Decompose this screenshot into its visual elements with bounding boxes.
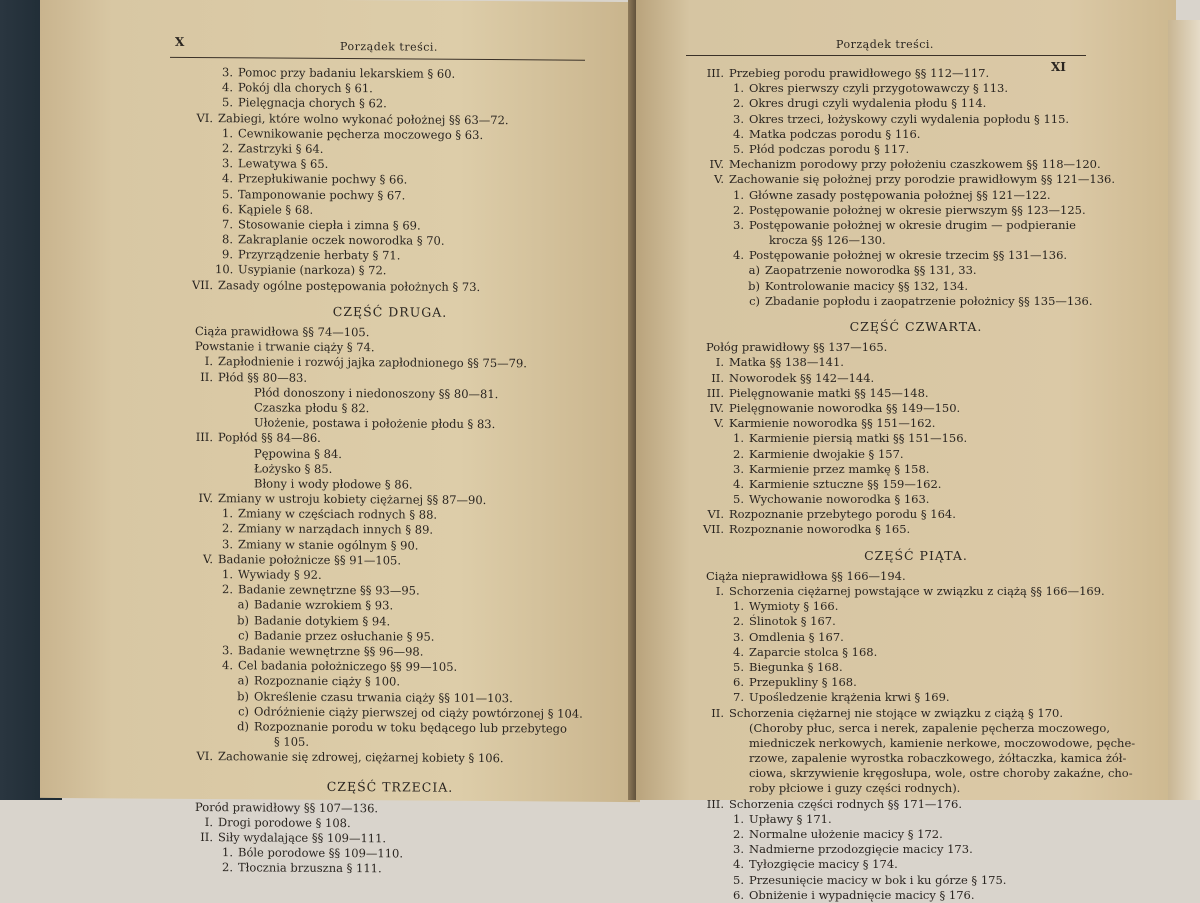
toc-entry — [666, 416, 1166, 431]
toc-entry — [666, 248, 1166, 263]
toc-entry-number: a) — [744, 263, 760, 278]
toc-entry-number: 1. — [726, 812, 744, 827]
toc-entry-text: Obniżenie i wypadnięcie macicy § 176. — [749, 888, 975, 902]
toc-entry-number: 2. — [726, 827, 744, 842]
toc-entry-text: Tamponowanie pochwy § 67. — [238, 187, 405, 202]
toc-entry-text: Badanie przez osłuchanie § 95. — [254, 628, 434, 643]
toc-entry-text: Karmienie sztuczne §§ 159—162. — [749, 477, 941, 491]
toc-entry-number: 7. — [215, 217, 233, 232]
left-page — [40, 0, 640, 802]
toc-entry-number: 1. — [215, 567, 233, 582]
toc-entry — [155, 860, 625, 878]
toc-entry-text: Przyrządzenie herbaty § 71. — [238, 248, 400, 263]
toc-entry-number: 2. — [726, 614, 744, 629]
toc-entry — [666, 386, 1166, 401]
toc-entry-text: Płód podczas porodu § 117. — [749, 142, 909, 156]
toc-entry-number: 3. — [215, 65, 233, 80]
toc-entry-text: Popłód §§ 84—86. — [218, 430, 321, 445]
toc-entry-text: Przesunięcie macicy w bok i ku górze § 175. — [749, 873, 1006, 887]
toc-entry-number: II. — [696, 371, 724, 386]
toc-entry-number: I. — [185, 815, 213, 830]
toc-entry-number: 5. — [215, 187, 233, 202]
toc-entry-text: Zmiany w częściach rodnych § 88. — [238, 507, 437, 522]
toc-section-continued — [666, 66, 1166, 309]
toc-entry-text: Karmienie noworodka §§ 151—162. — [729, 416, 935, 430]
toc-entry-text: Noworodek §§ 142—144. — [729, 371, 874, 385]
toc-entry-number: 4. — [726, 645, 744, 660]
header-rule — [170, 57, 585, 61]
toc-entry-number: 6. — [215, 202, 233, 217]
toc-right — [666, 66, 1166, 903]
toc-entry-number: a) — [233, 598, 249, 613]
toc-entry-text: Pępowina § 84. — [254, 446, 342, 461]
toc-entry-number: 3. — [726, 630, 744, 645]
toc-entry-number: I. — [185, 354, 213, 369]
toc-entry-text: Określenie czasu trwania ciąży §§ 101—103. — [254, 689, 513, 705]
header-rule — [686, 55, 1086, 56]
toc-entry — [666, 857, 1166, 872]
toc-entry-text: Lewatywa § 65. — [238, 156, 328, 171]
toc-entry-number: 2. — [215, 582, 233, 597]
toc-entry-text: Ciąża nieprawidłowa §§ 166—194. — [706, 569, 906, 583]
toc-entry-text: Zabiegi, które wolno wykonać położnej §§ 63—72. — [218, 111, 509, 127]
toc-entry-text: Schorzenia ciężarnej nie stojące w związku z ciążą § 170. — [729, 706, 1063, 720]
toc-section-part2 — [155, 324, 625, 768]
toc-entry-text: Cel badania położniczego §§ 99—105. — [238, 658, 457, 674]
toc-entry-text: Omdlenia § 167. — [749, 630, 844, 644]
toc-entry — [155, 369, 625, 387]
toc-entry-text: Upławy § 171. — [749, 812, 832, 826]
toc-entry-text: Badanie zewnętrzne §§ 93—95. — [238, 582, 420, 597]
toc-entry-number: IV. — [696, 401, 724, 416]
toc-entry-number: c) — [233, 628, 249, 643]
toc-entry-text: (Choroby płuc, serca i nerek, zapalenie pęcherza moczowego, — [749, 721, 1110, 735]
toc-entry-number: 1. — [726, 81, 744, 96]
toc-entry-text: Schorzenia ciężarnej powstające w związku z ciążą §§ 166—169. — [729, 584, 1105, 598]
toc-entry-text: miedniczek nerkowych, kamienie nerkowe, moczowodowe, pęche- — [749, 736, 1135, 750]
toc-entry-text: Błony i wody płodowe § 86. — [254, 476, 413, 491]
toc-entry-text: Zakraplanie oczek noworodka § 70. — [238, 232, 445, 247]
toc-entry-text: Upośledzenie krążenia krwi § 169. — [749, 690, 950, 704]
toc-entry — [666, 645, 1166, 660]
toc-entry-text: Nadmierne przodozgięcie macicy 173. — [749, 842, 973, 856]
toc-entry-number: 3. — [215, 643, 233, 658]
toc-entry — [666, 81, 1166, 96]
toc-entry-number: 5. — [215, 96, 233, 111]
toc-entry-text: Ułożenie, postawa i położenie płodu § 83. — [254, 416, 495, 432]
toc-entry-text: Zachowanie się położnej przy porodzie prawidłowym §§ 121—136. — [729, 172, 1115, 186]
toc-entry-text: Tłocznia brzuszna § 111. — [238, 861, 382, 876]
toc-entry-text: Matka podczas porodu § 116. — [749, 127, 920, 141]
toc-entry — [666, 263, 1166, 278]
toc-entry-number: III. — [185, 430, 213, 445]
toc-entry-number: 8. — [215, 232, 233, 247]
toc-entry — [666, 233, 1166, 248]
toc-entry-text: Zmiany w ustroju kobiety ciężarnej §§ 87—90. — [218, 491, 486, 507]
toc-entry-number: 3. — [726, 218, 744, 233]
toc-entry — [666, 294, 1166, 309]
toc-entry-number: b) — [744, 279, 760, 294]
toc-entry — [155, 749, 625, 767]
toc-entry-number: 5. — [726, 142, 744, 157]
toc-entry-number: 3. — [726, 462, 744, 477]
toc-entry-number: 4. — [215, 658, 233, 673]
toc-entry-text: Zachowanie się zdrowej, ciężarnej kobiety § 106. — [218, 749, 504, 765]
toc-entry — [666, 355, 1166, 370]
toc-entry-text: Cewnikowanie pęcherza moczowego § 63. — [238, 126, 483, 142]
toc-entry-text: Drogi porodowe § 108. — [218, 815, 351, 830]
toc-entry-number: d) — [233, 719, 249, 734]
toc-entry — [666, 447, 1166, 462]
toc-entry — [666, 340, 1166, 355]
toc-entry — [666, 660, 1166, 675]
toc-entry-text: Przepłukiwanie pochwy § 66. — [238, 172, 407, 187]
toc-entry-text: Biegunka § 168. — [749, 660, 843, 674]
toc-entry — [666, 599, 1166, 614]
toc-entry-text: Siły wydalające §§ 109—111. — [218, 830, 386, 845]
toc-entry — [666, 812, 1166, 827]
toc-entry-number: 2. — [726, 96, 744, 111]
toc-entry-text: Normalne ułożenie macicy § 172. — [749, 827, 943, 841]
toc-entry-number: V. — [696, 172, 724, 187]
toc-entry-number: VI. — [185, 749, 213, 764]
toc-entry — [666, 827, 1166, 842]
toc-entry — [666, 584, 1166, 599]
page-number: XI — [1051, 60, 1066, 74]
toc-entry — [666, 675, 1166, 690]
toc-entry — [666, 842, 1166, 857]
toc-entry-number: 1. — [726, 431, 744, 446]
toc-entry-number: 3. — [726, 842, 744, 857]
right-page — [636, 0, 1176, 800]
toc-entry-number: III. — [696, 797, 724, 812]
toc-entry-text: Zmiany w stanie ogólnym § 90. — [238, 537, 418, 552]
toc-entry-number: b) — [233, 689, 249, 704]
toc-entry — [666, 873, 1166, 888]
toc-entry-text: Przebieg porodu prawidłowego §§ 112—117. — [729, 66, 989, 80]
toc-entry-number: III. — [696, 66, 724, 81]
toc-entry-text: Pielęgnowanie noworodka §§ 149—150. — [729, 401, 960, 415]
toc-entry — [666, 477, 1166, 492]
toc-entry-number: 4. — [726, 127, 744, 142]
toc-entry-number: a) — [233, 674, 249, 689]
toc-entry-number: 2. — [215, 141, 233, 156]
toc-entry — [666, 614, 1166, 629]
toc-entry-text: Łożysko § 85. — [254, 461, 332, 476]
toc-entry — [666, 492, 1166, 507]
running-header: Porządek treści. — [836, 38, 934, 51]
toc-entry — [666, 751, 1166, 766]
toc-entry-number: c) — [233, 704, 249, 719]
toc-entry-text: Zaparcie stolca § 168. — [749, 645, 877, 659]
toc-entry-text: Pielęgnacja chorych § 62. — [238, 96, 387, 111]
toc-entry-number: 4. — [726, 857, 744, 872]
toc-entry-text: Powstanie i trwanie ciąży § 74. — [195, 339, 375, 354]
toc-entry-text: Główne zasady postępowania położnej §§ 121—122. — [749, 188, 1051, 202]
toc-entry — [666, 188, 1166, 203]
toc-entry-text: Zaopatrzenie noworodka §§ 131, 33. — [765, 263, 977, 277]
toc-entry-text: Płód §§ 80—83. — [218, 370, 307, 385]
toc-entry-text: Pomoc przy badaniu lekarskiem § 60. — [238, 65, 455, 81]
toc-entry-number: 5. — [726, 492, 744, 507]
toc-entry-text: Połóg prawidłowy §§ 137—165. — [706, 340, 887, 354]
toc-entry-number: 1. — [215, 126, 233, 141]
toc-entry-number: III. — [696, 386, 724, 401]
toc-entry-number: 2. — [215, 861, 233, 876]
toc-entry-number: 4. — [726, 248, 744, 263]
toc-entry-number: 2. — [726, 203, 744, 218]
toc-entry-number: V. — [185, 552, 213, 567]
toc-entry — [155, 582, 625, 600]
toc-entry-text: Badanie wzrokiem § 93. — [254, 598, 393, 613]
toc-entry-text: Tyłozgięcie macicy § 174. — [749, 857, 898, 871]
toc-entry — [666, 522, 1166, 537]
toc-entry — [666, 142, 1166, 157]
toc-entry-text: Czaszka płodu § 82. — [254, 400, 369, 415]
toc-left — [155, 65, 625, 879]
toc-entry-number: II. — [696, 706, 724, 721]
toc-entry-number: 5. — [726, 873, 744, 888]
toc-entry-text: Pielęgnowanie matki §§ 145—148. — [729, 386, 929, 400]
toc-entry-number: 4. — [215, 171, 233, 186]
toc-entry-number: V. — [696, 416, 724, 431]
toc-entry-text: Zasady ogólne postępowania położnych § 73. — [218, 278, 480, 294]
toc-entry-number: 6. — [726, 675, 744, 690]
toc-entry-number: 3. — [726, 112, 744, 127]
toc-entry-number: 1. — [726, 599, 744, 614]
toc-entry — [666, 371, 1166, 386]
toc-entry-text: Mechanizm porodowy przy położeniu czaszkowem §§ 118—120. — [729, 157, 1101, 171]
toc-entry-number: VI. — [185, 110, 213, 125]
toc-entry-number: 7. — [726, 690, 744, 705]
toc-entry-text: ciowa, skrzywienie kręgosłupa, wole, ostre choroby zakaźne, cho- — [749, 766, 1133, 780]
toc-entry-text: rzowe, zapalenie wyrostka robaczkowego, żółtaczka, kamica żół- — [749, 751, 1126, 765]
toc-entry-number: I. — [696, 355, 724, 370]
toc-entry — [666, 706, 1166, 721]
toc-entry — [155, 658, 625, 676]
toc-entry — [666, 569, 1166, 584]
toc-entry-text: Okres drugi czyli wydalenia płodu § 114. — [749, 96, 986, 110]
toc-entry — [666, 66, 1166, 81]
toc-entry-text: Karmienie piersią matki §§ 151—156. — [749, 431, 967, 445]
toc-entry-text: Przepukliny § 168. — [749, 675, 857, 689]
toc-entry-text: Schorzenia części rodnych §§ 171—176. — [729, 797, 962, 811]
toc-entry — [666, 203, 1166, 218]
toc-section-part3 — [155, 799, 625, 878]
toc-entry-number: 9. — [215, 247, 233, 262]
toc-entry-text: Ślinotok § 167. — [749, 614, 836, 628]
toc-entry — [666, 736, 1166, 751]
toc-entry-text: Rozpoznanie porodu w toku będącego lub przebytego — [254, 719, 567, 735]
toc-entry-number: I. — [696, 584, 724, 599]
toc-entry-text: Wychowanie noworodka § 163. — [749, 492, 929, 506]
toc-entry-number: c) — [744, 294, 760, 309]
toc-entry-text: Zastrzyki § 64. — [238, 141, 323, 156]
toc-entry — [666, 112, 1166, 127]
toc-entry-text: krocza §§ 126—130. — [749, 233, 886, 247]
toc-entry-number: II. — [185, 369, 213, 384]
toc-entry-number: VI. — [696, 507, 724, 522]
toc-entry-number: VII. — [696, 522, 724, 537]
toc-entry-text: Postępowanie położnej w okresie pierwszym §§ 123—125. — [749, 203, 1086, 217]
toc-entry-text: Wymioty § 166. — [749, 599, 838, 613]
toc-entry-text: Zmiany w narządach innych § 89. — [238, 522, 433, 537]
toc-entry-text: Rozpoznanie ciąży § 100. — [254, 674, 400, 689]
toc-entry — [666, 888, 1166, 903]
toc-entry — [666, 279, 1166, 294]
toc-section-part4 — [666, 340, 1166, 537]
toc-entry-text: Postępowanie położnej w okresie drugim — podpieranie — [749, 218, 1076, 232]
toc-entry-number: 1. — [215, 845, 233, 860]
toc-entry-number: b) — [233, 613, 249, 628]
toc-entry — [666, 721, 1166, 736]
toc-entry — [666, 401, 1166, 416]
toc-entry-text: Rozpoznanie noworodka § 165. — [729, 522, 910, 536]
toc-entry — [666, 157, 1166, 172]
toc-entry-text: Odróżnienie ciąży pierwszej od ciąży powtórzonej § 104. — [254, 704, 583, 720]
toc-entry — [666, 431, 1166, 446]
toc-entry-number: 6. — [726, 888, 744, 903]
page-number: X — [175, 35, 184, 49]
toc-entry-text: Karmienie dwojakie § 157. — [749, 447, 904, 461]
toc-entry-text: Matka §§ 138—141. — [729, 355, 844, 369]
toc-entry — [155, 277, 625, 295]
toc-entry — [666, 630, 1166, 645]
part-heading: CZĘŚĆ PIĄTA. — [666, 548, 1166, 563]
part-heading: CZĘŚĆ DRUGA. — [155, 303, 625, 321]
toc-entry-text: roby płciowe i guzy części rodnych). — [749, 781, 960, 795]
toc-entry-text: Zapłodnienie i rozwój jajka zapłodnionego §§ 75—79. — [218, 355, 527, 371]
toc-entry-number: 1. — [215, 506, 233, 521]
toc-entry-text: § 105. — [254, 734, 309, 748]
toc-entry-number: 3. — [215, 537, 233, 552]
toc-entry-number: 4. — [215, 80, 233, 95]
toc-entry — [155, 430, 625, 448]
toc-entry — [666, 172, 1166, 187]
toc-entry-text: Ciąża prawidłowa §§ 74—105. — [195, 324, 369, 339]
toc-entry — [666, 218, 1166, 233]
toc-section-continued — [155, 65, 625, 296]
toc-entry-number: 5. — [726, 660, 744, 675]
toc-entry — [666, 127, 1166, 142]
toc-entry — [666, 507, 1166, 522]
part-heading: CZĘŚĆ CZWARTA. — [666, 319, 1166, 334]
toc-entry — [666, 781, 1166, 796]
toc-entry-text: Płód donoszony i niedonoszony §§ 80—81. — [254, 385, 498, 401]
toc-entry-number: VII. — [185, 278, 213, 293]
toc-entry — [666, 96, 1166, 111]
toc-entry-text: Okres pierwszy czyli przygotowawczy § 113. — [749, 81, 1008, 95]
toc-entry-text: Kontrolowanie macicy §§ 132, 134. — [765, 279, 968, 293]
toc-entry — [666, 462, 1166, 477]
toc-entry-number: II. — [185, 830, 213, 845]
toc-entry-text: Stosowanie ciepła i zimna § 69. — [238, 217, 421, 232]
toc-entry-number: 3. — [215, 156, 233, 171]
toc-entry-text: Rozpoznanie przebytego porodu § 164. — [729, 507, 956, 521]
toc-entry-number: 10. — [215, 263, 233, 278]
toc-entry-text: Wywiady § 92. — [238, 567, 322, 582]
toc-entry-text: Zbadanie popłodu i zaopatrzenie położnicy §§ 135—136. — [765, 294, 1093, 308]
toc-entry-number: IV. — [696, 157, 724, 172]
toc-entry-text: Poród prawidłowy §§ 107—136. — [195, 800, 378, 815]
running-header: Porządek treści. — [340, 40, 438, 54]
toc-entry-text: Okres trzeci, łożyskowy czyli wydalenia popłodu § 115. — [749, 112, 1069, 126]
toc-entry-number: 2. — [215, 522, 233, 537]
toc-entry-number: 1. — [726, 188, 744, 203]
toc-entry — [666, 797, 1166, 812]
toc-entry-text: Badanie wewnętrzne §§ 96—98. — [238, 643, 423, 658]
toc-entry-text: Karmienie przez mamkę § 158. — [749, 462, 929, 476]
toc-entry-text: Badanie położnicze §§ 91—105. — [218, 552, 401, 567]
toc-entry — [666, 766, 1166, 781]
toc-section-part5 — [666, 569, 1166, 903]
toc-entry-text: Bóle porodowe §§ 109—110. — [238, 846, 403, 861]
toc-entry-text: Pokój dla chorych § 61. — [238, 80, 373, 95]
toc-entry-text: Postępowanie położnej w okresie trzecim §§ 131—136. — [749, 248, 1067, 262]
toc-entry-number: IV. — [185, 491, 213, 506]
next-page-edge — [1168, 20, 1200, 800]
part-heading: CZĘŚĆ TRZECIA. — [155, 778, 625, 796]
toc-entry — [666, 690, 1166, 705]
toc-entry-text: Usypianie (narkoza) § 72. — [238, 263, 386, 278]
toc-entry-number: 4. — [726, 477, 744, 492]
toc-entry-text: Badanie dotykiem § 94. — [254, 613, 390, 628]
toc-entry-number: 2. — [726, 447, 744, 462]
toc-entry-text: Kąpiele § 68. — [238, 202, 313, 217]
